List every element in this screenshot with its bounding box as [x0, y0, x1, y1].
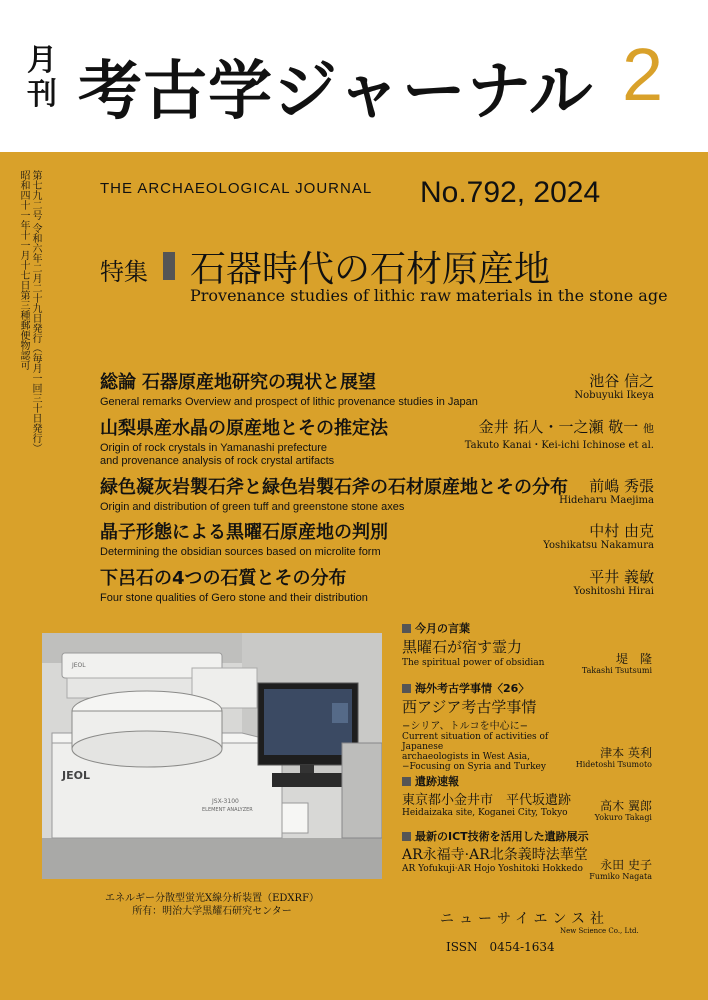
- spine-text-issue: 第七九二号 令和六年二月二十九日発行（毎月一回三十日発行）: [30, 170, 41, 454]
- article-author: 平井 義敏: [589, 568, 654, 586]
- article-prefix: 総論: [100, 372, 136, 393]
- monthly-label: 月刊: [27, 43, 57, 112]
- article-title-en: Determining the obsidian sources based on microlite form: [100, 546, 381, 558]
- column-section: 今月の言葉: [415, 622, 470, 635]
- article-title-en: Four stone qualities of Gero stone and their distribution: [100, 592, 368, 604]
- article-author: 中村 由克: [589, 522, 654, 540]
- column-title: AR永福寺·AR北条義時法華堂: [402, 847, 588, 863]
- column-kaigai: [402, 680, 652, 772]
- article-author-en: Hideharu Maejima: [559, 495, 654, 506]
- column-title-en: Heidaizaka site, Koganei City, Tokyo: [402, 808, 568, 818]
- article-author-en: Yoshitoshi Hirai: [573, 586, 654, 597]
- article-title: 石器原産地研究の現状と展望: [142, 372, 376, 393]
- article-title: 緑色凝灰岩製石斧と緑色岩製石斧の石材原産地とその分布: [100, 477, 568, 498]
- photo-label-jeol: JEOL: [62, 769, 90, 782]
- column-title: 西アジア考古学事情: [402, 698, 537, 716]
- photo-label-model: JSX-3100: [212, 798, 239, 805]
- column-ict: [402, 828, 652, 884]
- photo-label-analyzer: ELEMENT ANALYZER: [202, 807, 253, 813]
- caption-line-2: 所有：明治大学黒耀石研究センター: [132, 906, 292, 917]
- column-author-en: Hidetoshi Tsumoto: [575, 760, 652, 769]
- column-author: 永田 史子: [600, 858, 652, 872]
- article-title-en: General remarks Overview and prospect of lithic provenance studies in Japan: [100, 396, 478, 408]
- feature-label: 特集: [100, 258, 148, 286]
- instrument-photo: [42, 633, 382, 879]
- column-title: 東京都小金井市 平代坂遺跡: [402, 793, 572, 808]
- article-author-en: Nobuyuki Ikeya: [574, 390, 654, 401]
- column-title-en: AR Yofukuji·AR Hojo Yoshitoki Hokkedo: [402, 864, 583, 874]
- article-3: [100, 473, 654, 514]
- column-author-en: Takashi Tsutsumi: [581, 666, 652, 675]
- article-author: 池谷 信之: [589, 372, 654, 390]
- article-title: 山梨県産水晶の原産地とその推定法: [100, 418, 388, 439]
- column-author-en: Yokuro Takagi: [594, 813, 652, 822]
- column-section: 遺跡速報: [415, 775, 459, 788]
- article-title: 下呂石の4つの石質とその分布: [100, 568, 347, 589]
- column-author: 高木 翼郎: [600, 799, 652, 813]
- masthead: [0, 0, 708, 152]
- feature-bar: [163, 252, 175, 280]
- article-title-en: Origin of rock crystals in Yamanashi prefecture and provenance analysis of rock crystal artifacts: [100, 442, 335, 467]
- article-author-en: Takuto Kanai・Kei-ichi Ichinose et al.: [464, 440, 654, 451]
- column-kongetsu: [402, 620, 652, 680]
- article-author: 金井 拓人・一之瀬 敬一 他: [478, 418, 654, 436]
- article-title-en: Origin and distribution of green tuff and greenstone stone axes: [100, 501, 405, 513]
- article-2: [100, 414, 654, 468]
- column-section: 海外考古学事情〈26〉: [415, 682, 530, 695]
- photo-caption: [42, 892, 382, 918]
- edxrf-illustration: [42, 633, 382, 879]
- section-square-icon: [402, 684, 411, 693]
- month-number: 2: [622, 33, 664, 116]
- journal-title: 考古学ジャーナル: [78, 55, 594, 129]
- section-square-icon: [402, 777, 411, 786]
- column-title-en: Current situation of activities of Japanese archaeologists in West Asia, −Focusing on Syria and Turkey: [402, 732, 549, 772]
- article-author-en: Yoshikatsu Nakamura: [543, 540, 654, 551]
- publisher-name-en: New Science Co., Ltd.: [560, 927, 639, 935]
- column-author-en: Fumiko Nagata: [589, 872, 652, 881]
- journal-title-en: THE ARCHAEOLOGICAL JOURNAL: [100, 180, 373, 197]
- feature-title-en: Provenance studies of lithic raw materials in the stone age: [190, 286, 668, 305]
- publisher-name: ニューサイエンス社: [440, 911, 610, 927]
- caption-line-1: エネルギー分散型蛍光X線分析装置（EDXRF）: [104, 893, 320, 904]
- column-iseki: [402, 773, 652, 823]
- article-1: [100, 368, 654, 409]
- feature-title: 石器時代の石材原産地: [190, 249, 551, 290]
- column-section: 最新のICT技術を活用した遺跡展示: [415, 830, 589, 843]
- article-title: 晶子形態による黒曜石原産地の判別: [100, 522, 388, 543]
- column-title-en: The spiritual power of obsidian: [402, 658, 545, 668]
- article-5: [100, 564, 654, 605]
- column-author: 堤 隆: [615, 652, 652, 666]
- article-4: [100, 518, 654, 559]
- photo-label-jeol-small: JEOL: [72, 662, 86, 669]
- issn: ISSN 0454-1634: [446, 940, 555, 954]
- column-title: 黒曜石が宿す霊力: [402, 638, 523, 656]
- article-author: 前嶋 秀張: [589, 477, 654, 495]
- spine-text-postal: 昭和四十一年十一月十七日第三種郵便物認可: [18, 170, 29, 370]
- column-author: 津本 英利: [600, 746, 652, 760]
- issue-number: No.792, 2024: [420, 176, 601, 209]
- section-square-icon: [402, 832, 411, 841]
- column-subtitle: −シリア、トルコを中心に−: [402, 721, 528, 732]
- section-square-icon: [402, 624, 411, 633]
